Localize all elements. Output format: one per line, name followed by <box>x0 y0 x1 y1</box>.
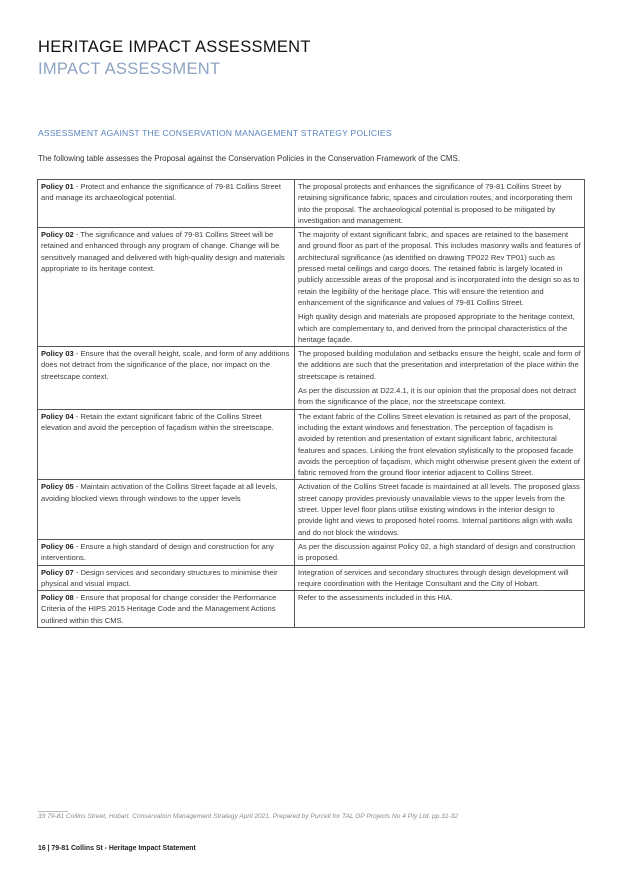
assessment-paragraph: The extant fabric of the Collins Street elevation is retained as part of the proposal, including the extant windows and fenestration. The perception of façadism is avoided by retention and presentation of extant significant fabric, architectural features and spaces. Linking the front elevation stylistically to the proposed facade avoids the perception of façadism, which might otherwise present given the extent of fabric removed from the ground floor interior adjacent to Collins Street. <box>298 411 580 478</box>
page-subtitle: IMPACT ASSESSMENT <box>38 60 221 78</box>
assessment-paragraph: Refer to the assessments included in this HIA. <box>298 593 453 603</box>
policy-cell <box>38 228 295 347</box>
assessment-cell <box>295 480 585 539</box>
policy-cell <box>38 591 295 628</box>
section-heading: ASSESSMENT AGAINST THE CONSERVATION MANAGEMENT STRATEGY POLICIES <box>38 128 392 138</box>
policy-description: - Ensure that the overall height, scale, and form of any additions does not detract from the significance of the place, nor impact on the streetscape context. <box>41 349 290 381</box>
policy-description: - The significance and values of 79-81 Collins Street will be retained and enhanced through any program of change. Change will be sensitively managed and delivered with high-quality design and materials appropriate to its heritage context. <box>41 230 285 274</box>
assessment-paragraph: The proposal protects and enhances the significance of 79-81 Collins Street by retaining significance fabric, spaces and circulation routes, and incorporating them into the proposal. The archaeological potential is proposed to be mitigated by investigation and management. <box>298 182 573 225</box>
policy-number: Policy 03 <box>41 349 74 359</box>
assessment-cell <box>295 409 585 480</box>
policy-cell <box>38 565 295 591</box>
assessment-cell <box>295 539 585 565</box>
assessment-cell <box>295 591 585 628</box>
assessment-paragraph: Activation of the Collins Street facade is maintained at all levels. The proposed glass street canopy provides previously unavailable views to the upper levels from the street. Upper level floor plans utilise existing windows in the interior design to provide light and views to proposed hotel rooms. Internal partitions align with walls and do not block the windows. <box>298 482 580 537</box>
intro-text: The following table assesses the Proposal against the Conservation Policies in the Conservation Framework of the CMS. <box>38 154 460 163</box>
assessment-paragraph: As per the discussion against Policy 02, a high standard of design and construction is proposed. <box>298 541 576 563</box>
policy-description: - Maintain activation of the Collins Street façade at all levels, avoiding blocked views through windows to the upper levels <box>41 482 278 503</box>
page-title: HERITAGE IMPACT ASSESSMENT <box>38 38 311 56</box>
table-row <box>38 591 585 628</box>
assessment-cell <box>295 180 585 228</box>
policy-cell <box>38 409 295 480</box>
assessment-cell <box>295 347 585 409</box>
assessment-paragraph: High quality design and materials are proposed appropriate to the heritage context, which are complementary to, and derived from the principal characteristics of the heritage façade. <box>298 312 575 344</box>
assessment-paragraph: The majority of extant significant fabric, and spaces are retained to the basement and ground floor as part of the proposal. This includes masonry walls and features of architectural significance (as identified on drawing TP022 Rev TP01) such as pressed metal ceilings and cargo doors. The retained fabric is largely located in publicly accessible areas of the proposal and is incorporated into the design so as to retain the legibility of the heritage place. This will ensure the retention and enhancement of the significance and values of 79-81 Collins Street. <box>298 230 581 307</box>
policy-cell <box>38 480 295 539</box>
policy-cell <box>38 180 295 228</box>
table-row <box>38 539 585 565</box>
assessment-paragraph: As per the discussion at D22.4.1, it is our opinion that the proposal does not detract from the significance of the place, nor the streetscape context. <box>298 386 577 407</box>
policy-number: Policy 04 <box>41 411 74 421</box>
policy-description: - Ensure that proposal for change consider the Performance Criteria of the HIPS 2015 Heritage Code and the Management Actions outlined within this CMS. <box>41 593 277 625</box>
policy-cell <box>38 347 295 409</box>
policy-table <box>37 179 585 628</box>
table-row <box>38 228 585 347</box>
table-row <box>38 480 585 539</box>
assessment-paragraph: Integration of services and secondary structures through design development will require coordination with the Heritage Consultant and the City of Hobart. <box>298 567 569 588</box>
policy-number: Policy 05 <box>41 482 74 492</box>
policy-number: Policy 06 <box>41 541 74 551</box>
policy-description: - Design services and secondary structures to minimise their physical and visual impact. <box>41 567 278 588</box>
policy-number: Policy 02 <box>41 230 74 240</box>
footnote-rule <box>38 811 68 812</box>
table-row <box>38 565 585 591</box>
assessment-cell <box>295 228 585 347</box>
table-row <box>38 347 585 409</box>
footnote: 33 79-81 Collins Street, Hobart. Conservation Management Strategy April 2021. Prepared by Purcell for TAL GP Projects No 4 Pty Ltd. pp.31-32 <box>38 813 459 820</box>
assessment-paragraph: The proposed building modulation and setbacks ensure the height, scale and form of the additions are such that the presentation and interpretation of the place within the streetscape is retained. <box>298 349 581 381</box>
page-footer: 16 | 79-81 Collins St - Heritage Impact Statement <box>38 845 196 852</box>
policy-cell <box>38 539 295 565</box>
policy-description: - Retain the extant significant fabric of the Collins Street elevation and avoid the perception of façadism within the streetscape. <box>41 411 274 432</box>
table-row <box>38 180 585 228</box>
table-row <box>38 409 585 480</box>
policy-description: - Ensure a high standard of design and construction for any interventions. <box>41 541 274 563</box>
policy-number: Policy 08 <box>41 593 74 603</box>
policy-number: Policy 01 <box>41 182 74 191</box>
assessment-cell <box>295 565 585 591</box>
policy-description: - Protect and enhance the significance of 79-81 Collins Street and manage its archaeological potential. <box>41 182 281 203</box>
policy-number: Policy 07 <box>41 567 74 577</box>
